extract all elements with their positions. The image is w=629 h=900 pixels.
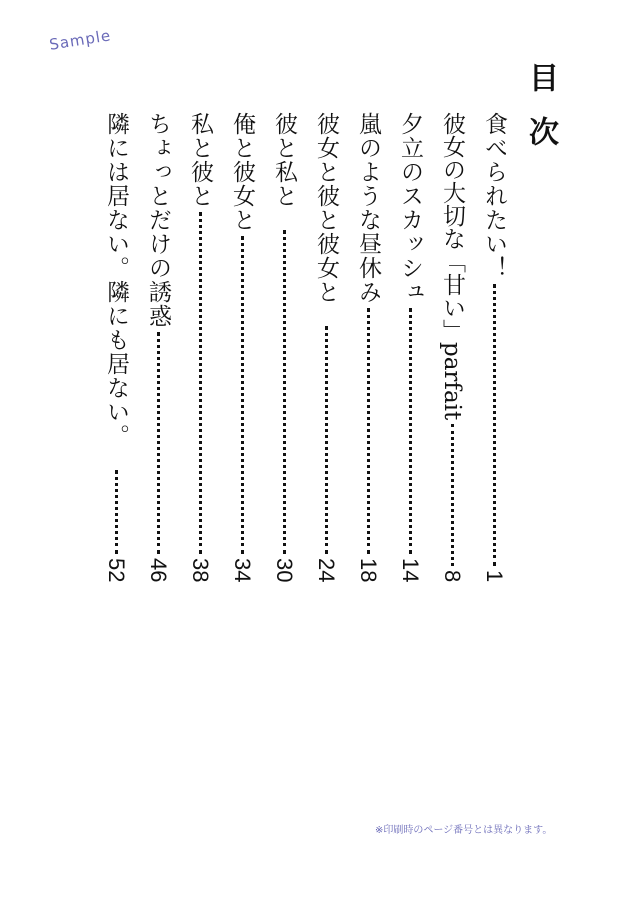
dot-leader — [325, 326, 328, 554]
toc-entry-page: 1 — [482, 569, 507, 582]
dot-leader — [409, 308, 412, 554]
toc-entry-title: 彼女と彼と彼女と — [313, 112, 339, 304]
toc-entry-page: 30 — [272, 557, 297, 582]
toc-entry[interactable] — [226, 112, 258, 582]
toc-entry-title: 彼と私と — [271, 112, 297, 208]
toc-entry-page: 34 — [230, 557, 255, 582]
toc-entry-title: 夕立のスカッシュ — [397, 112, 423, 304]
dot-leader — [493, 284, 496, 566]
toc-entry-title: 彼女の大切な「甘い」parfait — [439, 112, 465, 421]
toc-title: 目次 — [523, 62, 558, 170]
dot-leader — [157, 332, 160, 554]
toc-entry-page: 38 — [188, 557, 213, 582]
footnote: ※印刷時のページ番号とは異なります。 — [375, 825, 553, 836]
toc-entry-title: 私と彼と — [187, 112, 213, 208]
toc-entry-page: 52 — [104, 557, 129, 582]
toc-entry[interactable] — [142, 112, 174, 582]
toc-entry-page: 46 — [146, 557, 171, 582]
toc-entry-page: 14 — [398, 557, 423, 582]
toc-entry[interactable] — [184, 112, 216, 582]
dot-leader — [115, 470, 118, 554]
sample-watermark: Sample — [48, 26, 113, 54]
toc-list — [70, 112, 510, 582]
toc-entry-title: 隣には居ない。隣にも居ない。 — [103, 112, 129, 448]
dot-leader — [241, 236, 244, 554]
toc-entry[interactable] — [352, 112, 384, 582]
toc-entry[interactable] — [478, 112, 510, 582]
toc-entry-title: 俺と彼女と — [229, 112, 255, 232]
toc-entry-title: 食べられたい！ — [481, 112, 507, 280]
toc-entry[interactable] — [394, 112, 426, 582]
dot-leader — [367, 308, 370, 554]
toc-entry-title: ちょっとだけの誘惑 — [145, 112, 171, 328]
dot-leader — [451, 424, 454, 565]
toc-entry[interactable] — [268, 112, 300, 582]
dot-leader — [199, 212, 202, 554]
toc-entry[interactable] — [436, 112, 468, 582]
toc-entry-page: 24 — [314, 557, 339, 582]
dot-leader — [283, 230, 286, 554]
toc-entry[interactable] — [100, 112, 132, 582]
toc-entry-page: 18 — [356, 557, 381, 582]
toc-entry-title: 嵐のような昼休み — [355, 112, 381, 304]
toc-entry[interactable] — [310, 112, 342, 582]
toc-entry-page: 8 — [440, 569, 465, 582]
